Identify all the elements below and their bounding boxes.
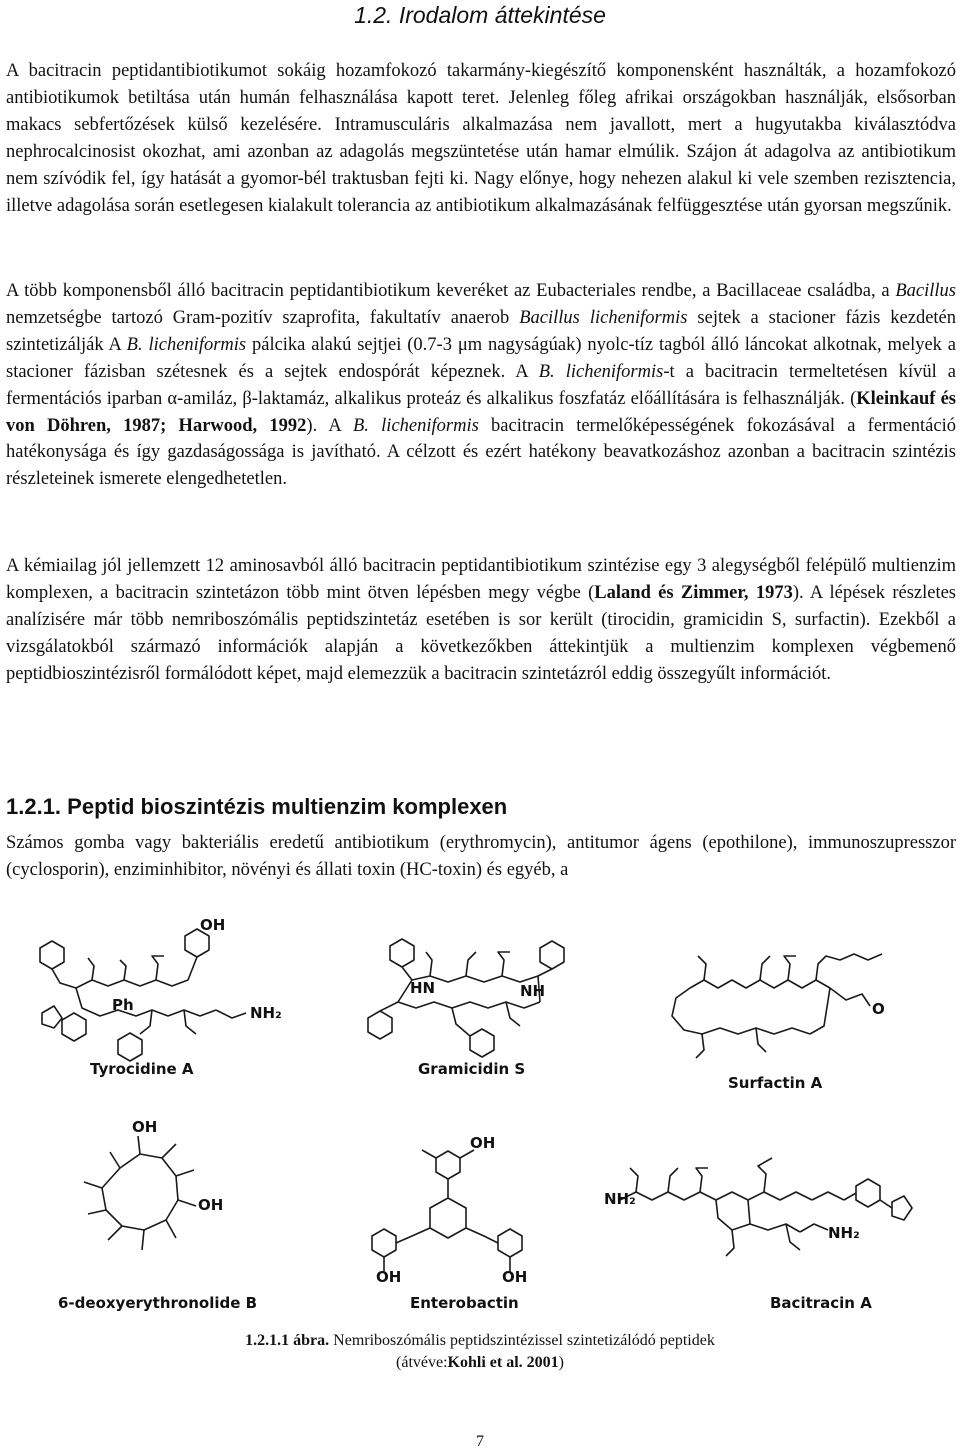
svg-text:OH: OH	[502, 1268, 528, 1286]
label-deoxyerythronolide-b: 6-deoxyerythronolide B	[58, 1294, 258, 1312]
paragraph-bacitracin-use: A bacitracin peptidantibiotikumot sokáig hozamfokozó takarmány-kiegészítő komponensként használták, a hozamfokozó antibiotikumok betiltása után humán felhasználása kapott teret. Jelenleg főleg afrikai országokban használják, elsősorban makacs sebfertőzések külső kezelésére. Intramusculáris alkalmazása nem javallott, mert a hugyutakba kiválasztódva nephrocalcinosist okozhat, ami azonban az adagolás megszüntetése után hamar elmúlik. Szájon át adagolva az antibiotikum nem szívódik fel, így hatását a gyomor-bél traktusban fejti ki. Nagy előnye, hogy nehezen alakul ki vele szemben rezisztencia, illetve adagolása során esetlegesen kialakult tolerancia az antibiotikum alkalmazásának felfüggesztése után gyorsan megszűnik.	[6, 61, 956, 216]
structure-deoxyerythronolide	[58, 1118, 257, 1312]
svg-text:Ph: Ph	[112, 996, 134, 1014]
paragraph-bacitracin-synthesis: A kémiailag jól jellemzett 12 aminosavból álló bacitracin peptidantibiotikum szintézise egy 3 alegységből felépülő multienzim komplexen, a bacitracin szintetázon több mint ötven lépésben megy végbe (Laland és Zimmer, 1973). A lépések részletes analízisére már több nemriboszómális peptidszintetáz esetében is sor került (tirocidin, gramicidin S, surfactin). Ezekből a vizsgálatokból származó információk alapján a következőkben áttekintjük a multienzim komplexen végbemenő peptidbioszintézisről formálódott képet, majd elemezzük a bacitracin szintetázról eddig összegyűlt információt.	[6, 556, 957, 684]
paragraph-nrps-products: Számos gomba vagy bakteriális eredetű antibiotikum (erythromycin), antitumor ágens (epothilone), immunoszupresszor (cyclosporin), enziminhibitor, növényi és állati toxin (HC-toxin) és egyéb, a	[6, 833, 956, 880]
svg-text:OH: OH	[470, 1134, 496, 1152]
svg-text:NH₂: NH₂	[250, 1004, 282, 1022]
paragraph-bacillus-licheniformis: A több komponensből álló bacitracin peptidantibiotikum keveréket az Eubacteriales rendbe, a Bacillaceae családba, a Bacillus nemzetségbe tartozó Gram-pozitív szaprofita, fakultatív anaerob Bacillus licheniformis sejtek a stacioner fázis kezdetén szintetizálják A B. licheniformis pálcika alakú sejtjei (0.7-3 μm nagyságúak) nyolc-tíz tagból álló láncokat alkotnak, melyek a stacioner fázisban szétesnek és a sejtek endospórát képeznek. A B. licheniformis-t a bacitracin termeltetésen kívül a fermentációs iparban α-amiláz, β-laktamáz, alkalikus proteáz és alkalikus foszfatáz előállítására is felhasználják. (Kleinkauf és von Döhren, 1987; Harwood, 1992). A B. licheniformis bacitracin termelőképességének fokozásával a fermentáció hatékonysága és így gazdaságossága is javítható. A célzott és ezért hatékony beavatkozáshoz azonban a bacitracin szintézis részleteinek ismerete elengedhetetlen.	[6, 281, 957, 490]
figure-nrps-peptides	[0, 918, 960, 1323]
svg-text:O: O	[872, 1000, 885, 1018]
citation-kleinkauf-harwood: Kleinkauf és von Döhren, 1987; Harwood, 1992	[6, 388, 956, 436]
figure-caption: 1.2.1.1 ábra. Nemriboszómális peptidszintézissel szintetizálódó peptidek	[245, 1332, 715, 1349]
svg-text:OH: OH	[200, 918, 226, 934]
svg-text:NH: NH	[520, 982, 546, 1000]
label-enterobactin: Enterobactin	[410, 1294, 519, 1312]
structure-tyrocidine-a	[40, 918, 282, 1078]
svg-text:OH: OH	[132, 1118, 158, 1136]
structure-surfactin-a	[672, 954, 885, 1092]
section-heading: 1.2.1. Peptid bioszintézis multienzim komplexen	[6, 794, 508, 819]
structure-gramicidin-s	[368, 939, 564, 1078]
label-bacitracin-a: Bacitracin A	[770, 1294, 872, 1312]
label-gramicidin-s: Gramicidin S	[418, 1060, 526, 1078]
svg-text:HN: HN	[410, 979, 436, 997]
structure-enterobactin	[372, 1134, 527, 1312]
structure-bacitracin-a	[604, 1158, 912, 1312]
label-tyrocidine-a: Tyrocidine A	[90, 1060, 194, 1078]
svg-text:NH₂: NH₂	[604, 1190, 636, 1208]
figure-source: (átvéve:Kohli et al. 2001)	[396, 1354, 564, 1371]
label-surfactin-a: Surfactin A	[728, 1074, 823, 1092]
page-number: 7	[476, 1433, 484, 1450]
svg-text:OH: OH	[198, 1196, 224, 1214]
svg-text:NH₂: NH₂	[828, 1224, 860, 1242]
page-title: 1.2. Irodalom áttekintése	[354, 2, 606, 28]
citation-laland-zimmer: Laland és Zimmer, 1973	[594, 582, 793, 603]
svg-text:OH: OH	[376, 1268, 402, 1286]
